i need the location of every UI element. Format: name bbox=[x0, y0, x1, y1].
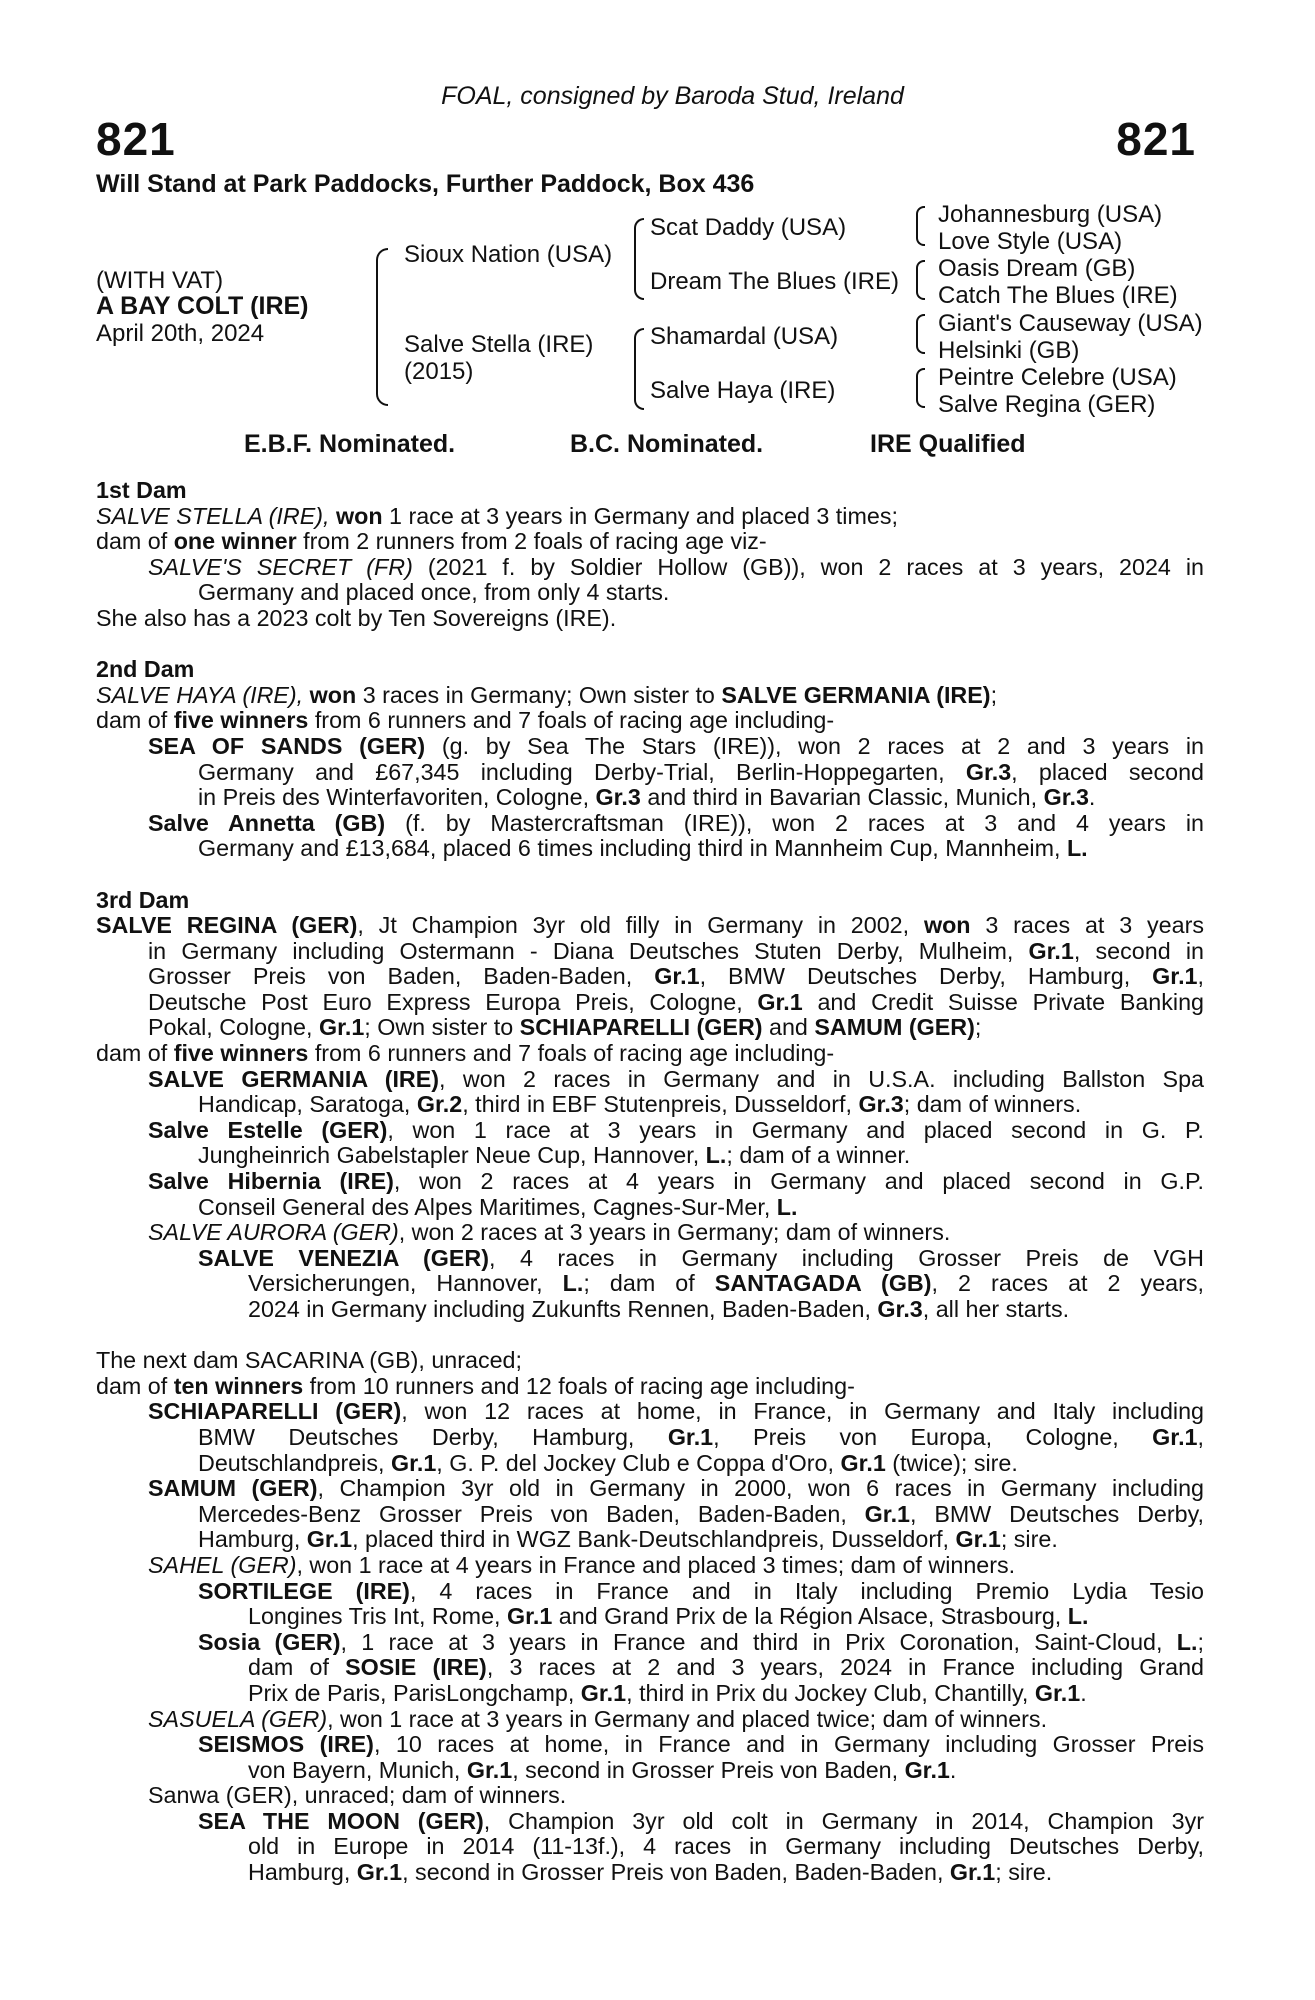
dam-sire: Shamardal (USA) bbox=[650, 323, 839, 350]
sire-dam: Dream The Blues (IRE) bbox=[650, 268, 899, 295]
ped-sss: Johannesburg (USA) bbox=[938, 201, 1163, 228]
dam2-line: dam of five winners from 6 runners and 7 foals of racing age including- bbox=[96, 707, 835, 734]
dam3-line: Handicap, Saratoga, Gr.2, third in EBF Stutenpreis, Dusseldorf, Gr.3; dam of winners. bbox=[198, 1091, 1082, 1118]
dam1-line: dam of one winner from 2 runners from 2 foals of racing age viz- bbox=[96, 528, 767, 555]
next-dam-line: SAHEL (GER), won 1 race at 4 years in France and placed 3 times; dam of winners. bbox=[148, 1551, 1016, 1578]
lot-title: A BAY COLT (IRE) bbox=[96, 292, 309, 320]
next-dam-line: SORTILEGE (IRE), 4 races in France and in Italy including Premio Lydia Tesio bbox=[198, 1577, 1204, 1604]
next-dam-line: Hamburg, Gr.1, placed third in WGZ Bank-Deutschlandpreis, Dusseldorf, Gr.1; sire. bbox=[198, 1526, 1058, 1553]
dam3-line: Versicherungen, Hannover, L.; dam of SANTAGADA (GB), 2 races at 2 years, bbox=[248, 1270, 1205, 1297]
dam-year: (2015) bbox=[404, 358, 474, 385]
ped-dds: Peintre Celebre (USA) bbox=[938, 364, 1177, 391]
dam1-line: Germany and placed once, from only 4 starts. bbox=[198, 579, 670, 606]
dam1-line: SALVE STELLA (IRE), won 1 race at 3 years in Germany and placed 3 times; bbox=[96, 502, 898, 529]
brace-sire bbox=[634, 218, 644, 300]
dam3-line: SALVE GERMANIA (IRE), won 2 races in Germany and in U.S.A. including Ballston Spa bbox=[148, 1065, 1204, 1092]
next-dam-line: BMW Deutsches Derby, Hamburg, Gr.1, Preis von Europa, Cologne, Gr.1, bbox=[198, 1423, 1204, 1450]
stand-location: Will Stand at Park Paddocks, Further Paddock, Box 436 bbox=[96, 170, 755, 198]
next-dam-line: Longines Tris Int, Rome, Gr.1 and Grand Prix de la Région Alsace, Strasbourg, L. bbox=[248, 1603, 1089, 1630]
next-dam-line: Sanwa (GER), unraced; dam of winners. bbox=[148, 1782, 567, 1809]
vat-label: (WITH VAT) bbox=[96, 267, 224, 294]
ped-sdd: Catch The Blues (IRE) bbox=[938, 282, 1178, 309]
next-dam-line: dam of SOSIE (IRE), 3 races at 2 and 3 years, 2024 in France including Grand bbox=[248, 1654, 1204, 1681]
dam3-line: Conseil General des Alpes Maritimes, Cagnes-Sur-Mer, L. bbox=[198, 1193, 798, 1220]
dam3-line: SALVE AURORA (GER), won 2 races at 3 years in Germany; dam of winners. bbox=[148, 1219, 951, 1246]
dam3-line: dam of five winners from 6 runners and 7 foals of racing age including- bbox=[96, 1040, 835, 1067]
next-dam-line: dam of ten winners from 10 runners and 12 foals of racing age including- bbox=[96, 1372, 855, 1399]
sire-sire: Scat Daddy (USA) bbox=[650, 214, 847, 241]
lot-number-right: 821 bbox=[1116, 113, 1196, 165]
brace-ss bbox=[916, 206, 925, 246]
ebf-nomination: E.B.F. Nominated. bbox=[244, 430, 456, 458]
brace-main bbox=[376, 248, 388, 406]
brace-sd bbox=[916, 260, 925, 300]
first-dam-heading: 1st Dam bbox=[96, 477, 187, 503]
next-dam-line: Sosia (GER), 1 race at 3 years in France and third in Prix Coronation, Saint-Cloud, L.; bbox=[198, 1628, 1204, 1655]
sire: Sioux Nation (USA) bbox=[404, 241, 613, 268]
ire-qualified: IRE Qualified bbox=[870, 430, 1026, 458]
ped-ssd: Love Style (USA) bbox=[938, 228, 1123, 255]
dam1-line: She also has a 2023 colt by Ten Sovereigns (IRE). bbox=[96, 604, 617, 631]
next-dam-line: Hamburg, Gr.1, second in Grosser Preis von Baden, Baden-Baden, Gr.1; sire. bbox=[248, 1859, 1053, 1886]
dam2-line: Germany and £67,345 including Derby-Trial, Berlin-Hoppegarten, Gr.3, placed second bbox=[198, 758, 1204, 785]
dam2-line: SALVE HAYA (IRE), won 3 races in Germany; Own sister to SALVE GERMANIA (IRE); bbox=[96, 681, 998, 708]
dam3-line: 2024 in Germany including Zukunfts Rennen, Baden-Baden, Gr.3, all her starts. bbox=[248, 1296, 1070, 1322]
dam3-line: Grosser Preis von Baden, Baden-Baden, Gr.1, BMW Deutsches Derby, Hamburg, Gr.1, bbox=[148, 963, 1204, 990]
dam3-line: Salve Estelle (GER), won 1 race at 3 years in Germany and placed second in G. P. bbox=[148, 1116, 1204, 1143]
next-dam-line: Mercedes-Benz Grosser Preis von Baden, Baden-Baden, Gr.1, BMW Deutsches Derby, bbox=[198, 1500, 1204, 1527]
dam2-line: in Preis des Winterfavoriten, Cologne, Gr.3 and third in Bavarian Classic, Munich, Gr.3. bbox=[198, 784, 1096, 811]
dam1-line: SALVE'S SECRET (FR) (2021 f. by Soldier Hollow (GB)), won 2 races at 3 years, 2024 in bbox=[148, 553, 1204, 580]
dam-dam: Salve Haya (IRE) bbox=[650, 377, 836, 404]
foaling-date: April 20th, 2024 bbox=[96, 320, 265, 347]
next-dam-line: SASUELA (GER), won 1 race at 3 years in Germany and placed twice; dam of winners. bbox=[148, 1705, 1048, 1732]
ped-sds: Oasis Dream (GB) bbox=[938, 255, 1136, 282]
dam: Salve Stella (IRE) bbox=[404, 331, 594, 358]
dam2-line: Germany and £13,684, placed 6 times including third in Mannheim Cup, Mannheim, L. bbox=[198, 835, 1088, 862]
bc-nomination: B.C. Nominated. bbox=[570, 430, 764, 458]
next-dam-line: old in Europe in 2014 (11-13f.), 4 races in Germany including Deutsches Derby, bbox=[248, 1833, 1204, 1860]
next-dam-line: SEISMOS (IRE), 10 races at home, in France and in Germany including Grosser Preis bbox=[198, 1731, 1204, 1758]
dam3-line: in Germany including Ostermann - Diana Deutsches Stuten Derby, Mulheim, Gr.1, second in bbox=[148, 937, 1204, 964]
next-dam-line: von Bayern, Munich, Gr.1, second in Grosser Preis von Baden, Gr.1. bbox=[248, 1756, 957, 1783]
dam2-line: SEA OF SANDS (GER) (g. by Sea The Stars (IRE)), won 2 races at 2 and 3 years in bbox=[148, 732, 1204, 759]
lot-number-left: 821 bbox=[96, 113, 176, 165]
dam3-line: Pokal, Cologne, Gr.1; Own sister to SCHIAPARELLI (GER) and SAMUM (GER); bbox=[148, 1014, 982, 1041]
second-dam-heading: 2nd Dam bbox=[96, 656, 195, 683]
consignor-line: FOAL, consigned by Baroda Stud, Ireland bbox=[441, 82, 904, 110]
catalogue-body bbox=[96, 478, 1204, 1886]
ped-dss: Giant's Causeway (USA) bbox=[938, 310, 1203, 337]
dam3-line: SALVE VENEZIA (GER), 4 races in Germany including Grosser Preis de VGH bbox=[198, 1244, 1204, 1271]
brace-dam bbox=[634, 328, 644, 410]
dam3-line: SALVE REGINA (GER), Jt Champion 3yr old filly in Germany in 2002, won 3 races at 3 years bbox=[96, 912, 1204, 939]
next-dam-line: SEA THE MOON (GER), Champion 3yr old colt in Germany in 2014, Champion 3yr bbox=[198, 1807, 1204, 1834]
dam3-line: Salve Hibernia (IRE), won 2 races at 4 years in Germany and placed second in G.P. bbox=[148, 1168, 1205, 1195]
ped-ddd: Salve Regina (GER) bbox=[938, 391, 1156, 418]
dam3-line: Deutsche Post Euro Express Europa Preis, Cologne, Gr.1 and Credit Suisse Private Banking bbox=[148, 988, 1205, 1015]
next-dam-line: The next dam SACARINA (GB), unraced; bbox=[96, 1347, 522, 1374]
next-dam-line: Deutschlandpreis, Gr.1, G. P. del Jockey Club e Coppa d'Oro, Gr.1 (twice); sire. bbox=[198, 1449, 1018, 1476]
ped-dsd: Helsinki (GB) bbox=[938, 337, 1080, 364]
brace-ds bbox=[916, 314, 925, 354]
dam3-line: Jungheinrich Gabelstapler Neue Cup, Hannover, L.; dam of a winner. bbox=[198, 1142, 911, 1169]
third-dam-heading: 3rd Dam bbox=[96, 886, 190, 913]
next-dam-line: Prix de Paris, ParisLongchamp, Gr.1, third in Prix du Jockey Club, Chantilly, Gr.1. bbox=[248, 1679, 1087, 1706]
next-dam-line: SAMUM (GER), Champion 3yr old in Germany in 2000, won 6 races in Germany including bbox=[148, 1475, 1204, 1502]
next-dam-line: SCHIAPARELLI (GER), won 12 races at home, in France, in Germany and Italy including bbox=[148, 1398, 1205, 1425]
dam2-line: Salve Annetta (GB) (f. by Mastercraftsman (IRE)), won 2 races at 3 and 4 years in bbox=[148, 809, 1204, 836]
brace-dd bbox=[916, 368, 925, 408]
